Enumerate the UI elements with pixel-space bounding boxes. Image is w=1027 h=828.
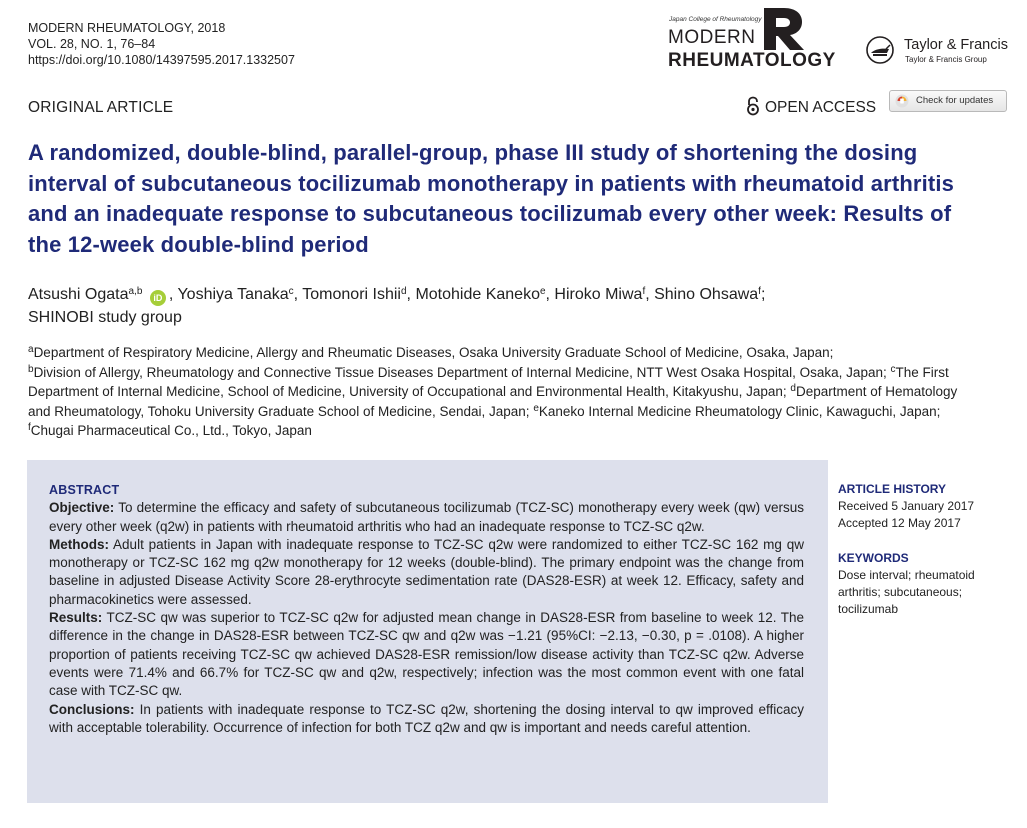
affiliation-text: Kaneko Internal Medicine Rheumatology Clinic, Kawaguchi, Japan; xyxy=(538,403,941,419)
affiliation-mark: b xyxy=(28,363,34,375)
study-group-name: SHINOBI study group xyxy=(28,309,182,326)
affiliation-mark: d xyxy=(790,383,796,394)
affiliation-mark: f xyxy=(28,422,31,433)
open-access-lock-icon xyxy=(746,96,760,116)
check-updates-icon xyxy=(895,94,909,108)
journal-citation xyxy=(28,20,295,68)
article-history xyxy=(838,481,974,532)
section-text: In patients with inadequate response to TCZ-SC q2w, shortening the dosing interval to qw improved efficacy with acceptable tolerability. Occurrence of infection for both TCZ q2w and qw is important and needs careful attention. xyxy=(49,701,804,735)
journal-r-logo-icon xyxy=(760,6,806,50)
affiliation-mark: e xyxy=(533,402,539,414)
college-name: Japan College of Rheumatology xyxy=(669,16,762,23)
author-name[interactable]: Shino Ohsawa xyxy=(654,286,759,303)
check-for-updates-button[interactable] xyxy=(889,90,1007,112)
accepted-date: Accepted 12 May 2017 xyxy=(838,516,961,530)
author-list: Atsushi Ogata$^{a,b}$ iD , Yoshiya Tanaka$^c$, Tomonori Ishii$^d$, Motohide Kaneko$^e$, Hiroko Miwa$^f$, Shino Ohsawa$^f$; SHINOBI study group xyxy=(28,286,766,326)
abstract-conclusions xyxy=(49,701,804,738)
affiliation-mark: a xyxy=(28,344,34,355)
section-text: To determine the efficacy and safety of subcutaneous tocilizumab (TCZ-SC) monotherapy every week (qw) versus every other week (q2w) in patients with rheumatoid arthritis who had an inadequate response to TCZ-SC q2w. xyxy=(49,500,804,534)
section-text: TCZ-SC qw was superior to TCZ-SC q2w for adjusted mean change in DAS28-ESR from baseline to week 12. The difference in the change in DAS28-ESR between TCZ-SC qw and q2w was −1.21 (95%CI: −2.13, −0.30, p = .0108). A higher proportion of patients receiving TCZ-SC qw achieved DAS28-ESR remission/low disease activity than TCZ-SC q2w. Adverse events were 71.4% and 66.7% for TCZ-SC qw and q2w, respectively; infection was the most common event with one fatal case with TCZ-SC qw. xyxy=(49,610,804,699)
article-type: ORIGINAL ARTICLE xyxy=(28,99,174,116)
affiliations xyxy=(28,343,968,441)
affiliation-mark: c xyxy=(890,363,896,375)
author-affiliation-mark: d xyxy=(400,286,407,297)
author-affiliation-mark: f xyxy=(758,286,761,297)
affiliation-text: The First Department of Internal Medicine, School of Medicine, University of Occupational and Environmental Health, Kitakyushu, Japan; xyxy=(28,364,949,399)
keywords-heading: KEYWORDS xyxy=(838,551,909,565)
journal-volume-line: VOL. 28, NO. 1, 76–84 xyxy=(28,37,156,51)
author-name[interactable]: Tomonori Ishii xyxy=(302,286,401,303)
affiliation-text: Department of Respiratory Medicine, Allergy and Rheumatic Diseases, Osaka University Graduate School of Medicine, Osaka, Japan; xyxy=(33,345,834,360)
author-affiliation-mark: f xyxy=(642,286,646,297)
doi-link[interactable]: https://doi.org/10.1080/14397595.2017.1332507 xyxy=(28,53,295,67)
abstract-methods xyxy=(49,536,804,609)
section-label: Conclusions: xyxy=(49,701,135,717)
article-history-heading: ARTICLE HISTORY xyxy=(838,482,947,496)
publisher-group: Taylor & Francis Group xyxy=(905,55,987,64)
article-title: A randomized, double-blind, parallel-group, phase III study of shortening the dosing interval of subcutaneous tocilizumab monotherapy in patients with rheumatoid arthritis and an inadequate response to subcutaneous tocilizumab every other week: Results of the 12-week double-blind period xyxy=(28,140,955,257)
journal-issue-line: MODERN RHEUMATOLOGY, 2018 xyxy=(28,21,226,35)
author-name[interactable]: Atsushi Ogata xyxy=(28,286,129,303)
affiliation-text: Chugai Pharmaceutical Co., Ltd., Tokyo, Japan xyxy=(30,423,312,438)
author-name[interactable]: Yoshiya Tanaka xyxy=(177,286,289,303)
author-name[interactable]: Motohide Kaneko xyxy=(415,286,540,303)
author-affiliation-mark: c xyxy=(288,286,294,297)
open-access-label: OPEN ACCESS xyxy=(765,99,877,116)
section-label: Methods: xyxy=(49,536,109,552)
affiliation-text: Division of Allergy, Rheumatology and Connective Tissue Diseases Department of Internal Medicine, NTT West Osaka Hospital, Osaka, Japan; xyxy=(33,364,887,380)
abstract xyxy=(49,481,804,737)
abstract-objective xyxy=(49,499,804,536)
section-label: Objective: xyxy=(49,500,115,516)
abstract-heading: ABSTRACT xyxy=(49,483,120,497)
orcid-icon[interactable]: iD xyxy=(150,290,166,306)
abstract-results xyxy=(49,609,804,700)
author-affiliation-mark: a,b xyxy=(128,286,143,297)
journal-name-bottom: RHEUMATOLOGY xyxy=(668,50,836,71)
author-affiliation-mark: e xyxy=(539,286,546,297)
keywords xyxy=(838,550,1008,618)
taylor-francis-lamp-icon xyxy=(864,36,896,64)
section-text: Adult patients in Japan with inadequate response to TCZ-SC q2w were randomized to either TCZ-SC 162 mg qw monotherapy or TCZ-SC 162 mg q2w monotherapy for 12 weeks (double-blind). The primary endpoint was the change from baseline in adjusted Disease Activity Score 28-erythrocyte sedimentation rate (DAS28-ESR) at week 12. Efficacy, safety and pharmacokinetics were assessed. xyxy=(49,536,804,607)
publisher-name: Taylor & Francis xyxy=(904,37,1008,53)
received-date: Received 5 January 2017 xyxy=(838,499,975,513)
author-name[interactable]: Hiroko Miwa xyxy=(554,286,643,303)
journal-name-top: MODERN xyxy=(668,27,756,48)
affiliation-text: Department of Hematology and Rheumatology, Tohoku University Graduate School of Medicine, Sendai, Japan; xyxy=(28,384,958,419)
check-updates-label: Check for updates xyxy=(916,95,994,106)
section-label: Results: xyxy=(49,610,103,626)
keywords-text: Dose interval; rheumatoid arthritis; subcutaneous; tocilizumab xyxy=(838,568,975,616)
